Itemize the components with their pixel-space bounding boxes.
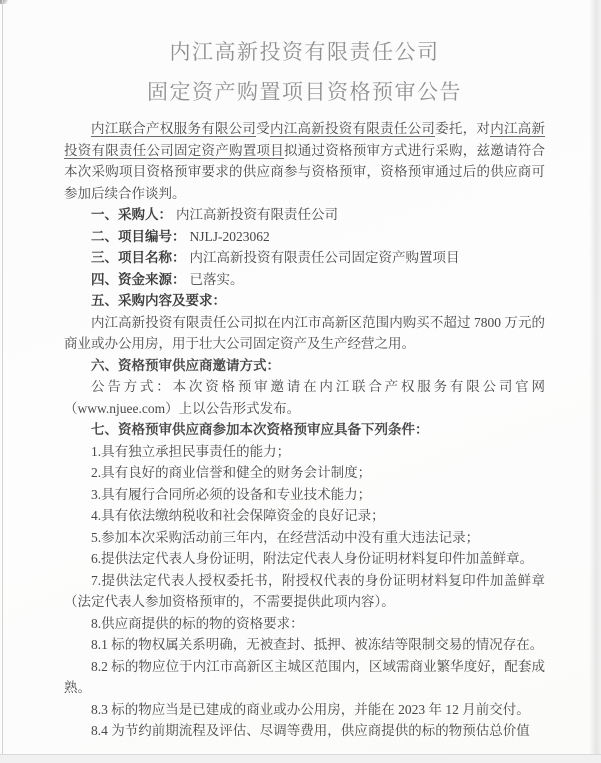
condition-item-8-2: 8.2 标的物应位于内江市高新区主城区范围内，区域需商业繁华度好，配套成熟。 bbox=[64, 658, 545, 695]
item-funding-source bbox=[64, 269, 545, 291]
condition-item-3: 3.具有履行合同所必须的设备和专业技术能力； bbox=[91, 486, 372, 502]
item-purchaser-label: 一、采购人： bbox=[91, 207, 172, 222]
item-funding-source-label: 四、资金来源： bbox=[91, 271, 186, 287]
condition-item-5: 5.参加本次采购活动前三年内，在经营活动中没有重大违法记录； bbox=[91, 529, 480, 545]
item-purchaser-value: 内江高新投资有限责任公司 bbox=[176, 207, 338, 222]
item-procurement-content-heading bbox=[64, 290, 545, 312]
condition-item-8-3: 8.3 标的物应当是已建成的商业或办公用房，并能在 2023 年 12 月前交付。 bbox=[91, 701, 530, 717]
document-title bbox=[64, 32, 545, 112]
section6-paragraph: 公告方式：本次资格预审邀请在内江联合产权服务有限公司官网（www.njuee.com）上以公告形式发布。 bbox=[64, 379, 545, 416]
condition-item-2: 2.具有良好的商业信誉和健全的财务会计制度； bbox=[91, 465, 372, 480]
title-line-2: 固定资产购置项目资格预审公告 bbox=[147, 80, 462, 104]
title-line-1: 内江高新投资有限责任公司 bbox=[169, 40, 440, 64]
intro-paragraph bbox=[64, 118, 545, 204]
condition-item-7: 7.提供法定代表人授权委托书，附授权代表的身份证明材料复印件加盖鲜章（法定代表人参加资格预审的，不需要提供此项内容）。 bbox=[64, 572, 545, 609]
condition-item-1: 1.具有独立承担民事责任的能力； bbox=[91, 443, 291, 459]
section5-paragraph: 内江高新投资有限责任公司拟在内江市高新区范围内购买不超过 7800 万元的商业或办公用房，用于壮大公司固定资产及生产经营之用。 bbox=[64, 314, 545, 351]
intro-text: 受 bbox=[256, 121, 270, 136]
item-project-name-value: 内江高新投资有限责任公司固定资产购置项目 bbox=[189, 250, 460, 265]
item-purchaser bbox=[64, 204, 545, 226]
scan-bottom-edge-strip bbox=[0, 754, 601, 763]
intro-agency-underlined: 内江联合产权服务有限公司 bbox=[91, 121, 257, 136]
item-procurement-content-label: 五、采购内容及要求： bbox=[91, 293, 226, 308]
section6-heading: 六、资格预审供应商邀请方式： bbox=[91, 357, 280, 373]
section7-heading: 七、资格预审供应商参加本次资格预审应具备下列条件： bbox=[91, 422, 429, 437]
intro-text: 拟通过资格预审方式进行采购，兹邀请符合本次采购项目资格预审要求的供应商参与资格预审，资格预审通过后的供应商可参加后续合作谈判。 bbox=[64, 142, 545, 201]
intro-text: 委托，对 bbox=[435, 121, 491, 136]
item-project-number bbox=[64, 226, 545, 248]
item-project-name bbox=[64, 247, 545, 269]
scan-right-edge-shadow bbox=[589, 0, 601, 763]
intro-project-underlined: 内江高新投资有限责任公司固定资产购置项目 bbox=[64, 121, 545, 158]
item-funding-source-value: 已落实。 bbox=[189, 271, 244, 287]
condition-item-8-1: 8.1 标的物权属关系明确，无被查封、抵押、被冻结等限制交易的情况存在。 bbox=[91, 637, 544, 652]
item-project-number-label: 二、项目编号： bbox=[91, 228, 186, 244]
condition-item-6: 6.提供法定代表人身份证明，附法定代表人身份证明材料复印件加盖鲜章。 bbox=[91, 551, 534, 566]
scan-left-edge-line bbox=[2, 0, 3, 763]
intro-purchaser-underlined: 内江高新投资有限责任公司 bbox=[269, 121, 436, 136]
condition-item-8-4: 8.4 为节约前期流程及评估、尽调等费用，供应商提供的标的物预估总价值 bbox=[91, 723, 530, 738]
item-project-name-label: 三、项目名称： bbox=[91, 250, 186, 265]
item-project-number-value: NJLJ-2023062 bbox=[189, 228, 270, 244]
condition-item-8: 8.供应商提供的标的物的资格要求： bbox=[91, 615, 304, 631]
condition-item-4: 4.具有依法缴纳税收和社会保障资金的良好记录； bbox=[91, 508, 385, 523]
